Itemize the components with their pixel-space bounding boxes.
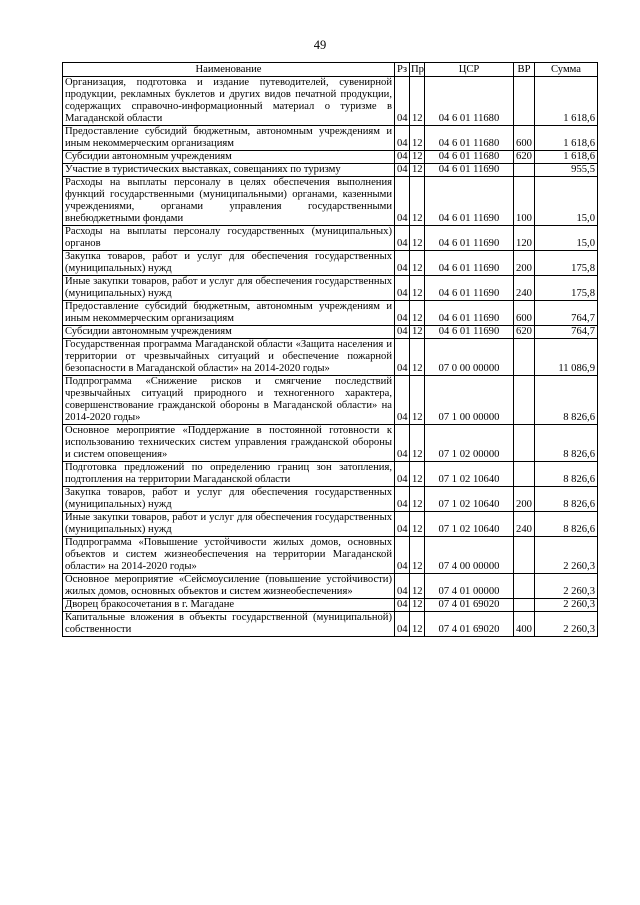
row-sum: 764,7	[535, 301, 598, 326]
row-name: Иные закупки товаров, работ и услуг для обеспечения государственных (муниципальных) нужд	[63, 512, 395, 537]
row-pr: 12	[410, 376, 425, 425]
row-name: Подпрограмма «Повышение устойчивости жилых домов, основных объектов и систем жизнеобеспечения на территории Магаданской области» на 2014-2020 годы»	[63, 537, 395, 574]
row-csr: 04 6 01 11690	[425, 301, 514, 326]
row-name: Субсидии автономным учреждениям	[63, 326, 395, 339]
row-rz: 04	[395, 339, 410, 376]
row-name: Капитальные вложения в объекты государственной (муниципальной) собственности	[63, 612, 395, 637]
row-sum: 2 260,3	[535, 537, 598, 574]
row-rz: 04	[395, 612, 410, 637]
row-rz: 04	[395, 376, 410, 425]
row-sum: 8 826,6	[535, 512, 598, 537]
page-number: 49	[313, 38, 327, 52]
row-pr: 12	[410, 512, 425, 537]
header-name: Наименование	[63, 63, 395, 77]
row-name: Предоставление субсидий бюджетным, автономным учреждениям и иным некоммерческим организациям	[63, 126, 395, 151]
row-sum: 15,0	[535, 177, 598, 226]
row-pr: 12	[410, 151, 425, 164]
row-vr: 620	[514, 151, 535, 164]
row-rz: 04	[395, 487, 410, 512]
row-csr: 07 0 00 00000	[425, 339, 514, 376]
row-name: Закупка товаров, работ и услуг для обеспечения государственных (муниципальных) нужд	[63, 251, 395, 276]
row-vr: 200	[514, 487, 535, 512]
row-rz: 04	[395, 276, 410, 301]
row-pr: 12	[410, 537, 425, 574]
row-name: Основное мероприятие «Поддержание в постоянной готовности к использованию технических систем управления гражданской обороны и систем оповещения»	[63, 425, 395, 462]
row-vr: 240	[514, 276, 535, 301]
row-vr: 400	[514, 612, 535, 637]
row-sum: 175,8	[535, 276, 598, 301]
row-vr	[514, 574, 535, 599]
row-pr: 12	[410, 339, 425, 376]
table-row	[63, 276, 598, 301]
table-row	[63, 164, 598, 177]
row-sum: 2 260,3	[535, 612, 598, 637]
table-row	[63, 177, 598, 226]
row-vr: 620	[514, 326, 535, 339]
row-sum: 8 826,6	[535, 425, 598, 462]
row-csr: 07 1 02 10640	[425, 487, 514, 512]
row-name: Государственная программа Магаданской области «Защита населения и территории от чрезвычайных ситуаций и обеспечение пожарной безопасности в Магаданской области» на 2014-2020 годы»	[63, 339, 395, 376]
row-sum: 1 618,6	[535, 151, 598, 164]
row-csr: 04 6 01 11680	[425, 126, 514, 151]
row-vr: 120	[514, 226, 535, 251]
row-vr	[514, 599, 535, 612]
row-pr: 12	[410, 574, 425, 599]
row-pr: 12	[410, 487, 425, 512]
table-row	[63, 462, 598, 487]
row-sum: 1 618,6	[535, 126, 598, 151]
row-csr: 07 4 01 69020	[425, 599, 514, 612]
row-rz: 04	[395, 164, 410, 177]
row-vr	[514, 77, 535, 126]
row-sum: 15,0	[535, 226, 598, 251]
row-sum: 11 086,9	[535, 339, 598, 376]
row-name: Дворец бракосочетания в г. Магадане	[63, 599, 395, 612]
header-pr: Пр	[411, 63, 424, 75]
row-name: Подготовка предложений по определению границ зон затопления, подтопления на территории Магаданской области	[63, 462, 395, 487]
row-pr: 12	[410, 251, 425, 276]
row-vr: 600	[514, 126, 535, 151]
row-rz: 04	[395, 177, 410, 226]
row-csr: 04 6 01 11690	[425, 226, 514, 251]
row-rz: 04	[395, 425, 410, 462]
row-rz: 04	[395, 537, 410, 574]
row-sum: 2 260,3	[535, 574, 598, 599]
table-row	[63, 301, 598, 326]
table-row	[63, 151, 598, 164]
row-name: Основное мероприятие «Сейсмоусиление (повышение устойчивости) жилых домов, основных объектов и систем жизнеобеспечения»	[63, 574, 395, 599]
header-rz: Рз	[395, 63, 410, 77]
header-vr: ВР	[514, 63, 535, 77]
row-rz: 04	[395, 77, 410, 126]
row-vr	[514, 462, 535, 487]
row-name: Иные закупки товаров, работ и услуг для обеспечения государственных (муниципальных) нужд	[63, 276, 395, 301]
row-pr: 12	[410, 77, 425, 126]
row-sum: 2 260,3	[535, 599, 598, 612]
row-pr: 12	[410, 177, 425, 226]
row-pr: 12	[410, 612, 425, 637]
table-header-row	[63, 63, 598, 77]
row-sum: 8 826,6	[535, 462, 598, 487]
row-pr: 12	[410, 599, 425, 612]
row-vr	[514, 164, 535, 177]
table-row	[63, 512, 598, 537]
budget-table	[62, 62, 598, 637]
row-csr: 07 4 00 00000	[425, 537, 514, 574]
row-rz: 04	[395, 301, 410, 326]
row-pr: 12	[410, 126, 425, 151]
row-csr: 07 1 00 00000	[425, 376, 514, 425]
row-rz: 04	[395, 462, 410, 487]
row-rz: 04	[395, 126, 410, 151]
row-csr: 04 6 01 11680	[425, 77, 514, 126]
row-pr: 12	[410, 326, 425, 339]
row-vr: 600	[514, 301, 535, 326]
row-csr: 04 6 01 11690	[425, 276, 514, 301]
row-name: Расходы на выплаты персоналу государственных (муниципальных) органов	[63, 226, 395, 251]
row-csr: 07 4 01 69020	[425, 612, 514, 637]
row-rz: 04	[395, 574, 410, 599]
table-row	[63, 376, 598, 425]
row-name: Участие в туристических выставках, совещаниях по туризму	[63, 164, 395, 177]
table-row	[63, 126, 598, 151]
row-name: Организация, подготовка и издание путеводителей, сувенирной продукции, рекламных буклетов и других видов печатной продукции, содержащих справочно-информационный материал о туризме в Магаданской области	[63, 77, 395, 126]
row-sum: 1 618,6	[535, 77, 598, 126]
row-vr	[514, 537, 535, 574]
row-name: Закупка товаров, работ и услуг для обеспечения государственных (муниципальных) нужд	[63, 487, 395, 512]
row-rz: 04	[395, 512, 410, 537]
table-row	[63, 612, 598, 637]
row-name: Предоставление субсидий бюджетным, автономным учреждениям и иным некоммерческим организациям	[63, 301, 395, 326]
table-body	[63, 77, 598, 637]
header-csr: ЦСР	[425, 63, 514, 77]
table-row	[63, 226, 598, 251]
table-row	[63, 574, 598, 599]
row-csr: 07 1 02 10640	[425, 512, 514, 537]
row-vr	[514, 339, 535, 376]
table-row	[63, 326, 598, 339]
row-pr: 12	[410, 226, 425, 251]
row-vr	[514, 376, 535, 425]
row-name: Расходы на выплаты персоналу в целях обеспечения выполнения функций государственными (муниципальными) органами, казенными учреждениями, органами управления государственными внебюджетными фондами	[63, 177, 395, 226]
row-sum: 8 826,6	[535, 376, 598, 425]
row-sum: 764,7	[535, 326, 598, 339]
header-sum: Сумма	[535, 63, 598, 77]
table-row	[63, 251, 598, 276]
row-sum: 175,8	[535, 251, 598, 276]
row-rz: 04	[395, 326, 410, 339]
row-rz: 04	[395, 151, 410, 164]
row-vr: 240	[514, 512, 535, 537]
row-name: Подпрограмма «Снижение рисков и смягчение последствий чрезвычайных ситуаций природного и техногенного характера, совершенствование гражданской обороны в Магаданской области» на 2014-2020 годы»	[63, 376, 395, 425]
row-csr: 04 6 01 11690	[425, 177, 514, 226]
row-vr: 200	[514, 251, 535, 276]
row-rz: 04	[395, 251, 410, 276]
table-row	[63, 537, 598, 574]
row-name: Субсидии автономным учреждениям	[63, 151, 395, 164]
row-pr: 12	[410, 164, 425, 177]
row-csr: 04 6 01 11690	[425, 326, 514, 339]
row-csr: 04 6 01 11690	[425, 251, 514, 276]
row-pr: 12	[410, 462, 425, 487]
table-row	[63, 487, 598, 512]
row-csr: 07 1 02 10640	[425, 462, 514, 487]
row-csr: 04 6 01 11680	[425, 151, 514, 164]
table-row	[63, 425, 598, 462]
row-csr: 04 6 01 11690	[425, 164, 514, 177]
row-csr: 07 1 02 00000	[425, 425, 514, 462]
row-vr	[514, 425, 535, 462]
row-vr: 100	[514, 177, 535, 226]
row-rz: 04	[395, 599, 410, 612]
row-sum: 955,5	[535, 164, 598, 177]
table-row	[63, 599, 598, 612]
row-pr: 12	[410, 301, 425, 326]
row-rz: 04	[395, 226, 410, 251]
row-pr: 12	[410, 425, 425, 462]
row-csr: 07 4 01 00000	[425, 574, 514, 599]
row-pr: 12	[410, 276, 425, 301]
row-sum: 8 826,6	[535, 487, 598, 512]
table-row	[63, 339, 598, 376]
table-row	[63, 77, 598, 126]
